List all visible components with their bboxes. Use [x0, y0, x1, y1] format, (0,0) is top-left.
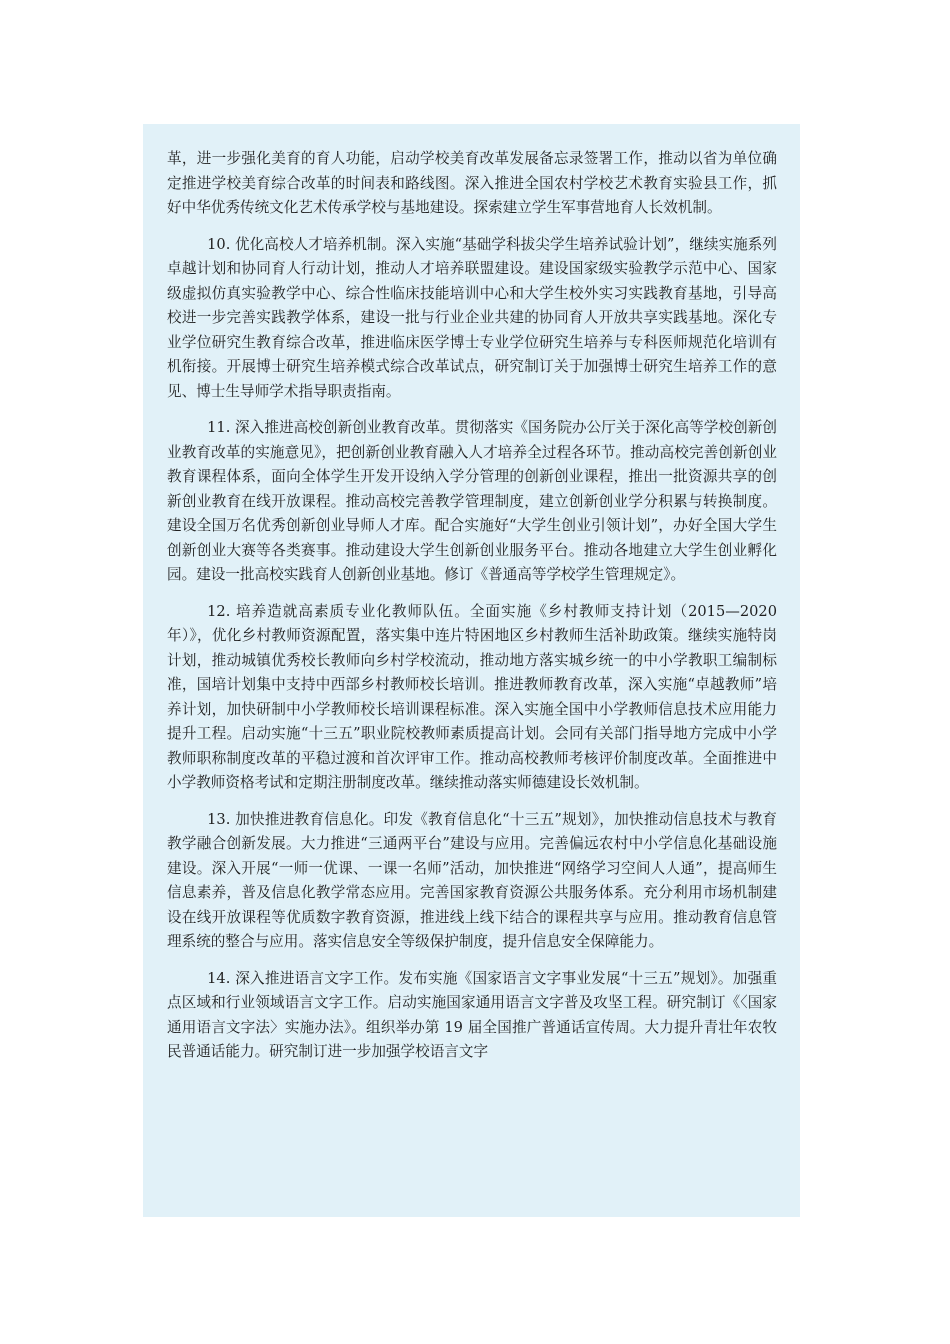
paragraph-item-13: 13. 加快推进教育信息化。印发《教育信息化“十三五”规划》，加快推动信息技术与教育教学融合创新发展。大力推进“三通两平台”建设与应用。完善偏远农村中小学信息化基础设施建设。深入开展“一师一优课、一课一名师”活动，加快推进“网络学习空间人人通”，提高师生信息素养，普及信息化教学常态应用。完善国家教育资源公共服务体系。充分利用市场机制建设在线开放课程等优质数字教育资源，推进线上线下结合的课程共享与应用。推动教育信息管理系统的整合与应用。落实信息安全等级保护制度，提升信息安全保障能力。: [167, 810, 777, 950]
paragraph-continuation: 革，进一步强化美育的育人功能，启动学校美育改革发展备忘录签署工作，推动以省为单位确定推进学校美育综合改革的时间表和路线图。深入推进全国农村学校艺术教育实验县工作，抓好中华优秀传统文化艺术传承学校与基地建设。探索建立学生军事营地育人长效机制。: [167, 150, 777, 216]
document-page: [143, 124, 800, 1217]
paragraph-item-14: 14. 深入推进语言文字工作。发布实施《国家语言文字事业发展“十三五”规划》。加强重点区域和行业领域语言文字工作。启动实施国家通用语言文字普及攻坚工程。研究制订《〈国家通用语言文字法〉实施办法》。组织举办第 19 届全国推广普通话宣传周。大力提升青壮年农牧民普通话能力。研究制订进一步加强学校语言文字: [167, 969, 777, 1060]
document-body: [167, 147, 777, 1077]
paragraph-item-11: 11. 深入推进高校创新创业教育改革。贯彻落实《国务院办公厅关于深化高等学校创新创业教育改革的实施意见》，把创新创业教育融入人才培养全过程各环节。推动高校完善创新创业教育课程体系，面向全体学生开发开设纳入学分管理的创新创业课程，推出一批资源共享的创新创业教育在线开放课程。推动高校完善教学管理制度，建立创新创业学分积累与转换制度。建设全国万名优秀创新创业导师人才库。配合实施好“大学生创业引领计划”，办好全国大学生创新创业大赛等各类赛事。推动建设大学生创新创业服务平台。推动各地建立大学生创业孵化园。建设一批高校实践育人创新创业基地。修订《普通高等学校学生管理规定》。: [167, 419, 777, 583]
paragraph-item-10: 10. 优化高校人才培养机制。深入实施“基础学科拔尖学生培养试验计划”，继续实施系列卓越计划和协同育人行动计划，推动人才培养联盟建设。建设国家级实验教学示范中心、国家级虚拟仿真实验教学中心、综合性临床技能培训中心和大学生校外实习实践教育基地，引导高校进一步完善实践教学体系，建设一批与行业企业共建的协同育人开放共享实践基地。深化专业学位研究生教育综合改革，推进临床医学博士专业学位研究生培养与专科医师规范化培训有机衔接。开展博士研究生培养模式综合改革试点，研究制订关于加强博士研究生培养工作的意见、博士生导师学术指导职责指南。: [167, 235, 777, 400]
paragraph-item-12: 12. 培养造就高素质专业化教师队伍。全面实施《乡村教师支持计划（2015—2020 年）》，优化乡村教师资源配置，落实集中连片特困地区乡村教师生活补助政策。继续实施特岗计划，推动城镇优秀校长教师向乡村学校流动，推动地方落实城乡统一的中小学教职工编制标准，国培计划集中支持中西部乡村教师校长培训。推进教师教育改革，深入实施“卓越教师”培养计划，加快研制中小学教师校长培训课程标准。深入实施全国中小学教师信息技术应用能力提升工程。启动实施“十三五”职业院校教师素质提高计划。会同有关部门指导地方完成中小学教师职称制度改革的平稳过渡和首次评审工作。推动高校教师考核评价制度改革。全面推进中小学教师资格考试和定期注册制度改革。继续推动落实师德建设长效机制。: [167, 602, 777, 791]
